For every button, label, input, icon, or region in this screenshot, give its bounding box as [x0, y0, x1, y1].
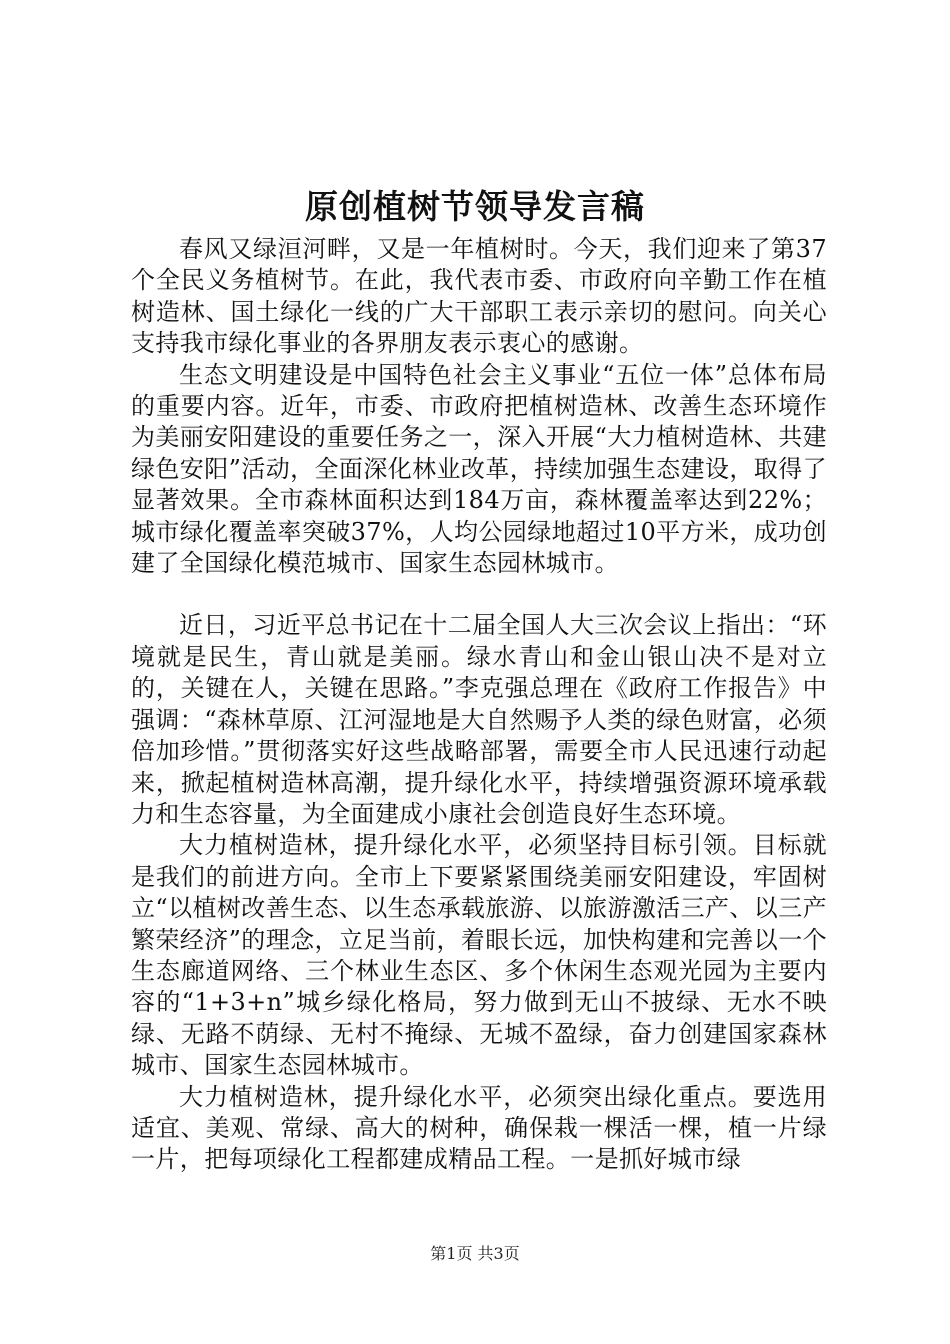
paragraph-5: 大力植树造林，提升绿化水平，必须突出绿化重点。要选用适宜、美观、常绿、高大的树种，确保栽一棵活一棵，植一片绿一片，把每项绿化工程都建成精品工程。一是抓好城市绿 [131, 1082, 827, 1174]
paragraph-2: 生态文明建设是中国特色社会主义事业“五位一体”总体布局的重要内容。近年，市委、市政府把植树造林、改善生态环境作为美丽安阳建设的重要任务之一，深入开展“大力植树造林、共建绿色安阳”活动，全面深化林业改革，持续加强生态建设，取得了显著效果。全市森林面积达到184万亩，森林覆盖率达到22%；城市绿化覆盖率突破37%，人均公园绿地超过10平方米，成功创建了全国绿化模范城市、国家生态园林城市。 [131, 360, 827, 578]
document-body [131, 234, 827, 1176]
paragraph-1: 春风又绿洹河畔，又是一年植树时。今天，我们迎来了第37个全民义务植树节。在此，我代表市委、市政府向辛勤工作在植树造林、国土绿化一线的广大干部职工表示亲切的慰问。向关心支持我市绿化事业的各界朋友表示衷心的感谢。 [131, 235, 827, 358]
paragraph-3: 近日，习近平总书记在十二届全国人大三次会议上指出：“环境就是民生，青山就是美丽。绿水青山和金山银山决不是对立的，关键在人，关键在思路。”李克强总理在《政府工作报告》中强调：“森林草原、江河湿地是大自然赐予人类的绿色财富，必须倍加珍惜。”贯彻落实好这些战略部署，需要全市人民迅速行动起来，掀起植树造林高潮，提升绿化水平，持续增强资源环境承载力和生态容量，为全面建成小康社会创造良好生态环境。 [131, 611, 827, 828]
document-title: 原创植树节领导发言稿 [305, 187, 645, 226]
page-footer: 第1页 共3页 [430, 1244, 520, 1263]
paragraph-4: 大力植树造林，提升绿化水平，必须坚持目标引领。目标就是我们的前进方向。全市上下要紧紧围绕美丽安阳建设，牢固树立“以植树改善生态、以生态承载旅游、以旅游激活三产、以三产繁荣经济”的理念，立足当前，着眼长远，加快构建和完善以一个生态廊道网络、三个林业生态区、多个休闲生态观光园为主要内容的“1+3+n”城乡绿化格局，努力做到无山不披绿、无水不映绿、无路不荫绿、无村不掩绿、无城不盈绿，奋力创建国家森林城市、国家生态园林城市。 [131, 831, 827, 1080]
